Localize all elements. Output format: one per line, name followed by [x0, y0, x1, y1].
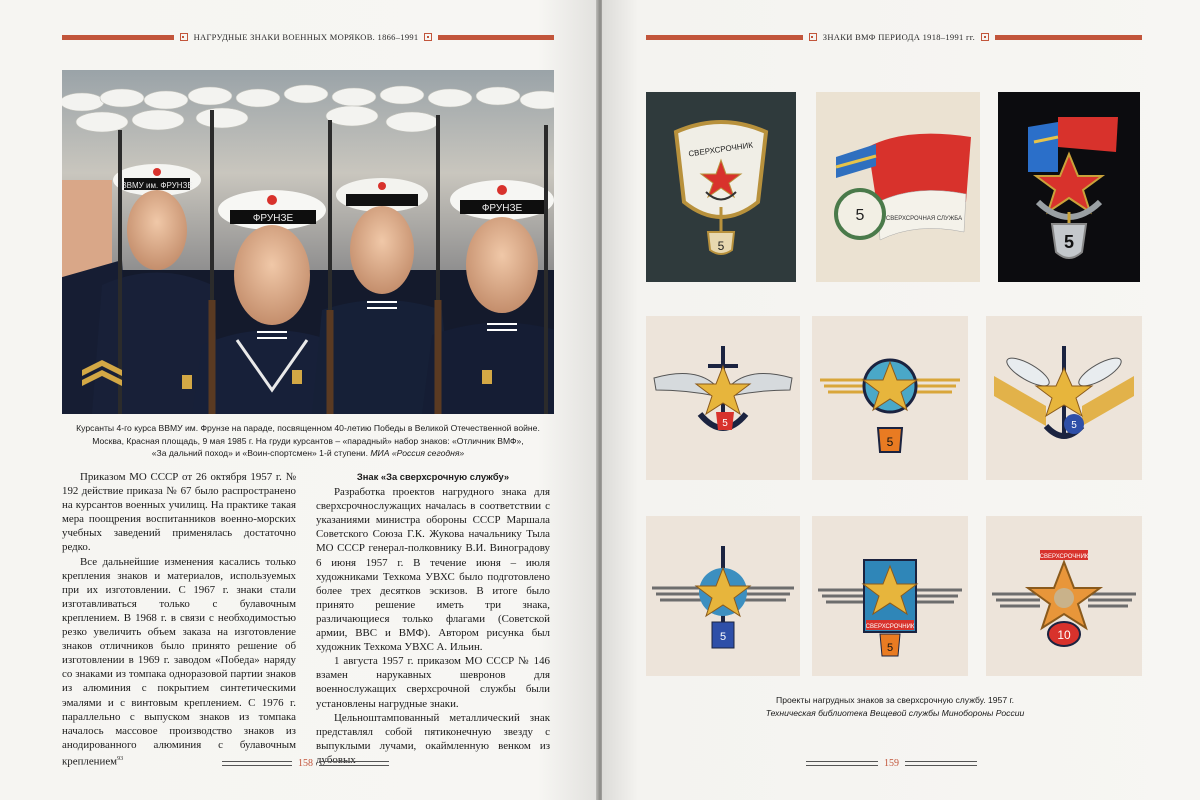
svg-text:СВЕРХСРОЧНИК: СВЕРХСРОЧНИК — [1039, 554, 1089, 560]
badge-wings-anchor-a — [646, 316, 800, 480]
page-number: 158 — [298, 758, 313, 769]
section-heading: Знак «За сверхсрочную службу» — [356, 471, 510, 482]
badge-wings-sverkhsrochnik-10 — [986, 516, 1142, 676]
ornament-square-icon — [981, 33, 989, 41]
paragraph: Приказом МО СССР от 26 октября 1957 г. № 192 действие приказа № 67 было распространено на курсантов военных училищ. На практике такая мера поощрения воспитанников военно-морских учебных заведений применялась достаточно редко. — [62, 471, 296, 554]
badge-sverkhsrochnik-shield — [646, 92, 796, 282]
badge-wings-anchor-d — [646, 516, 800, 676]
photo-caption-line3: «За дальний поход» и «Воин-спортсмен» 1-й ступени. — [151, 448, 368, 458]
left-page-footer — [222, 758, 389, 769]
svg-text:СВЕРХСРОЧНИК: СВЕРХСРОЧНИК — [865, 624, 915, 630]
svg-text:СВЕРХСРОЧНАЯ СЛУЖБА: СВЕРХСРОЧНАЯ СЛУЖБА — [885, 216, 963, 222]
svg-text:ФРУНЗЕ: ФРУНЗЕ — [481, 203, 523, 214]
ornament-square-icon — [424, 33, 432, 41]
right-page-footer — [806, 758, 977, 769]
ornament-square-icon — [180, 33, 188, 41]
svg-text:5: 5 — [1063, 232, 1075, 252]
photo-caption — [62, 422, 554, 460]
paragraph: 1 августа 1957 г. приказом МО СССР № 146 взамен нарукавных шевронов для военнослужащих сверхсрочной службы были установлены нагрудные знаки. — [316, 655, 550, 710]
svg-text:5: 5 — [1071, 420, 1077, 431]
svg-text:5: 5 — [855, 207, 865, 224]
page-number: 159 — [884, 758, 899, 769]
photo-credit: МИА «Россия сегодня» — [370, 448, 465, 458]
svg-text:ВВМУ им. ФРУНЗЕ: ВВМУ им. ФРУНЗЕ — [121, 181, 193, 190]
badge-wings-anchor-c — [986, 316, 1142, 480]
svg-text:5: 5 — [886, 435, 894, 449]
ornament-square-icon — [809, 33, 817, 41]
badge-wings-sverkhsrochnik — [812, 516, 968, 676]
badges-caption — [650, 694, 1140, 719]
svg-text:5: 5 — [719, 631, 727, 643]
svg-text:5: 5 — [886, 642, 894, 654]
photo-caption-line2: Москва, Красная площадь, 9 мая 1985 г. На груди курсантов – «парадный» набор знаков: «Отличник ВМФ», — [92, 435, 524, 446]
svg-text:СВЕРХСРОЧНИК: СВЕРХСРОЧНИК — [687, 140, 754, 159]
svg-text:5: 5 — [722, 418, 728, 429]
badge-wings-anchor-b — [812, 316, 968, 480]
left-running-head — [62, 30, 554, 44]
badge-flags-star-5 — [998, 92, 1140, 282]
right-running-head-text: ЗНАКИ ВМФ ПЕРИОДА 1918–1991 гг. — [822, 32, 976, 42]
left-running-head-text: НАГРУДНЫЕ ЗНАКИ ВОЕННЫХ МОРЯКОВ. 1866–1991 — [193, 32, 419, 42]
svg-text:10: 10 — [1057, 628, 1071, 642]
right-running-head — [646, 30, 1142, 44]
paragraph: Все дальнейшие изменения касались только крепления знаков и материалов, используемых при их изготовлении. С 1967 г. знаки стали изготавливаться только с булавочным креплением. В 1968 г. в связи с необходимостью резко увеличить объем заказа на изготовление знаков отличников было принято решение об изготовлении в 1969 г. заводом «Победа» наряду со знаками из томпака одноразовой партии знаков из алюминия с покрытием синтетическими эмалями и с винтовым креплением. С 1976 г. параллельно с выпуском знаков из томпака началось массовое производство знаков из анодированного алюминия с булавочным креплением$^{93}$ — [62, 555, 296, 768]
badges-caption-line2: Техническая библиотека Вещевой службы Минобороны России — [765, 707, 1025, 718]
right-text-column — [316, 470, 550, 767]
footnote-ref: 93 — [117, 755, 124, 762]
left-page — [0, 0, 598, 800]
paragraph: Цельноштампованный металлический знак представлял собой пятиконечную звезду с выпуклыми лучами, окаймленную венком из дубовых — [316, 711, 550, 766]
svg-text:ФРУНЗЕ: ФРУНЗЕ — [252, 213, 294, 224]
badges-caption-line1: Проекты нагрудных знаков за сверхсрочную службу. 1957 г. — [776, 695, 1014, 705]
cadets-parade-photo — [62, 70, 554, 414]
left-text-column — [62, 470, 296, 769]
photo-caption-line1: Курсанты 4-го курса ВВМУ им. Фрунзе на параде, посвященном 40-летию Победы в Великой Отечественной войне. — [76, 423, 540, 433]
paragraph: Разработка проектов нагрудного знака для сверхсрочнослужащих началась в соответствии с указаниями министра обороны СССР Маршала Советского Союза Г.К. Жукова начальнику Тыла МО СССР генерал-полковнику В.И. Виноградову 6 июня 1957 г. В течение июня – июля художниками Техкома УВХС было подготовлено более трех десятков эскизов. В итоге было принято решение иметь три знака, различающиеся только флагами (Советской армии, ВВС и ВМФ). Автором рисунка был художник Техкома УВХС А. Ильин. — [316, 486, 550, 654]
badge-flag-sverkhsrochnaya-sluzhba — [816, 92, 980, 282]
right-page — [602, 0, 1200, 800]
svg-text:5: 5 — [717, 239, 725, 253]
